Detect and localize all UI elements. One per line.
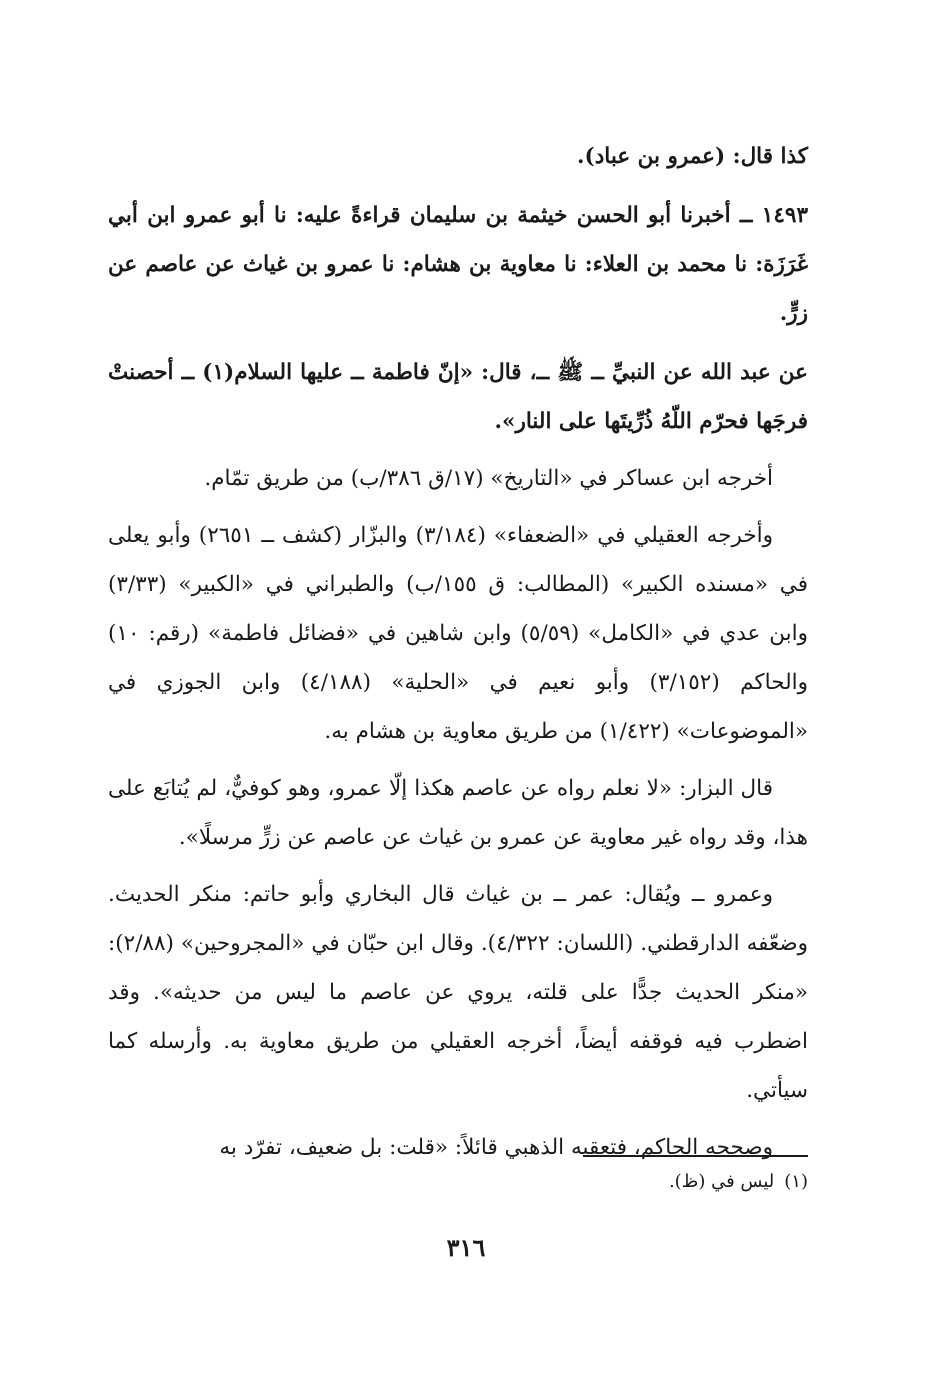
paragraph-hadith-matn: عن عبد الله عن النبيِّ ــ ﷺ ــ، قال: «إنّ فاطمة ــ عليها السلام(١) ــ أحصنتْ فرجَها فحرّم اللّهُ ذُرِّيتَها على النار». bbox=[108, 360, 808, 434]
paragraph-hadith-isnad: ١٤٩٣ ــ أخبرنا أبو الحسن خيثمة بن سليمان قراءةً عليه: نا أبو عمرو ابن أبي غَرَزَة: نا محمد بن العلاء: نا معاوية بن هشام: نا عمرو بن غياث عن عاصم عن زرٍّ. bbox=[108, 203, 808, 326]
paragraph-hakim-note: وصححه الحاكم، فتعقبه الذهبي قائلاً: «قلت: بل ضعيف، تفرّد به bbox=[219, 1135, 773, 1160]
page-number: ٣١٦ bbox=[446, 1233, 486, 1262]
main-text bbox=[108, 132, 808, 1172]
paragraph-takhrij-2: وأخرجه العقيلي في «الضعفاء» (٣/١٨٤) والبزّار (كشف ــ ٢٦٥١) وأبو يعلى في «مسنده الكبير» (المطالب: ق ١٥٥/ب) والطبراني في «الكبير» (٣/٣٣) وابن عدي في «الكامل» (٥/٥٩) وابن شاهين في «فضائل فاطمة» (رقم: ١٠) والحاكم (٣/١٥٢) وأبو نعيم في «الحلية» (٤/١٨٨) وابن الجوزي في «الموضوعات» (١/٤٢٢) من طريق معاوية بن هشام به. bbox=[108, 523, 809, 744]
footnote-text: ليس في (ظ). bbox=[668, 1171, 775, 1192]
paragraph-intro: كذا قال: (عمرو بن عباد). bbox=[577, 144, 808, 169]
footnote bbox=[450, 1166, 808, 1198]
footnote-divider bbox=[583, 1155, 808, 1157]
paragraph-narrator-note: وعمرو ــ ويُقال: عمر ــ بن غياث قال البخاري وأبو حاتم: منكر الحديث. وضعّفه الدارقطني. (اللسان: ٤/٣٢٢). وقال ابن حبّان في «المجروحين» (٢/٨٨): «منكر الحديث جدًّا على قلته، يروي عن عاصم ما ليس من حديثه». وقد اضطرب فيه فوقفه أيضاً، أخرجه العقيلي من طريق معاوية به. وأرسله كما سيأتي. bbox=[108, 882, 808, 1103]
paragraph-bazzar-quote: قال البزار: «لا نعلم رواه عن عاصم هكذا إلّا عمرو، وهو كوفيٌّ، لم يُتابَع على هذا، وقد رواه غير معاوية عن عمرو بن غياث عن عاصم عن زرٍّ مرسلًا». bbox=[108, 776, 808, 850]
paragraph-takhrij-1: أخرجه ابن عساكر في «التاريخ» (١٧/ق ٣٨٦/ب) من طريق تمّام. bbox=[204, 466, 773, 491]
footnote-marker: (١) bbox=[784, 1171, 808, 1192]
